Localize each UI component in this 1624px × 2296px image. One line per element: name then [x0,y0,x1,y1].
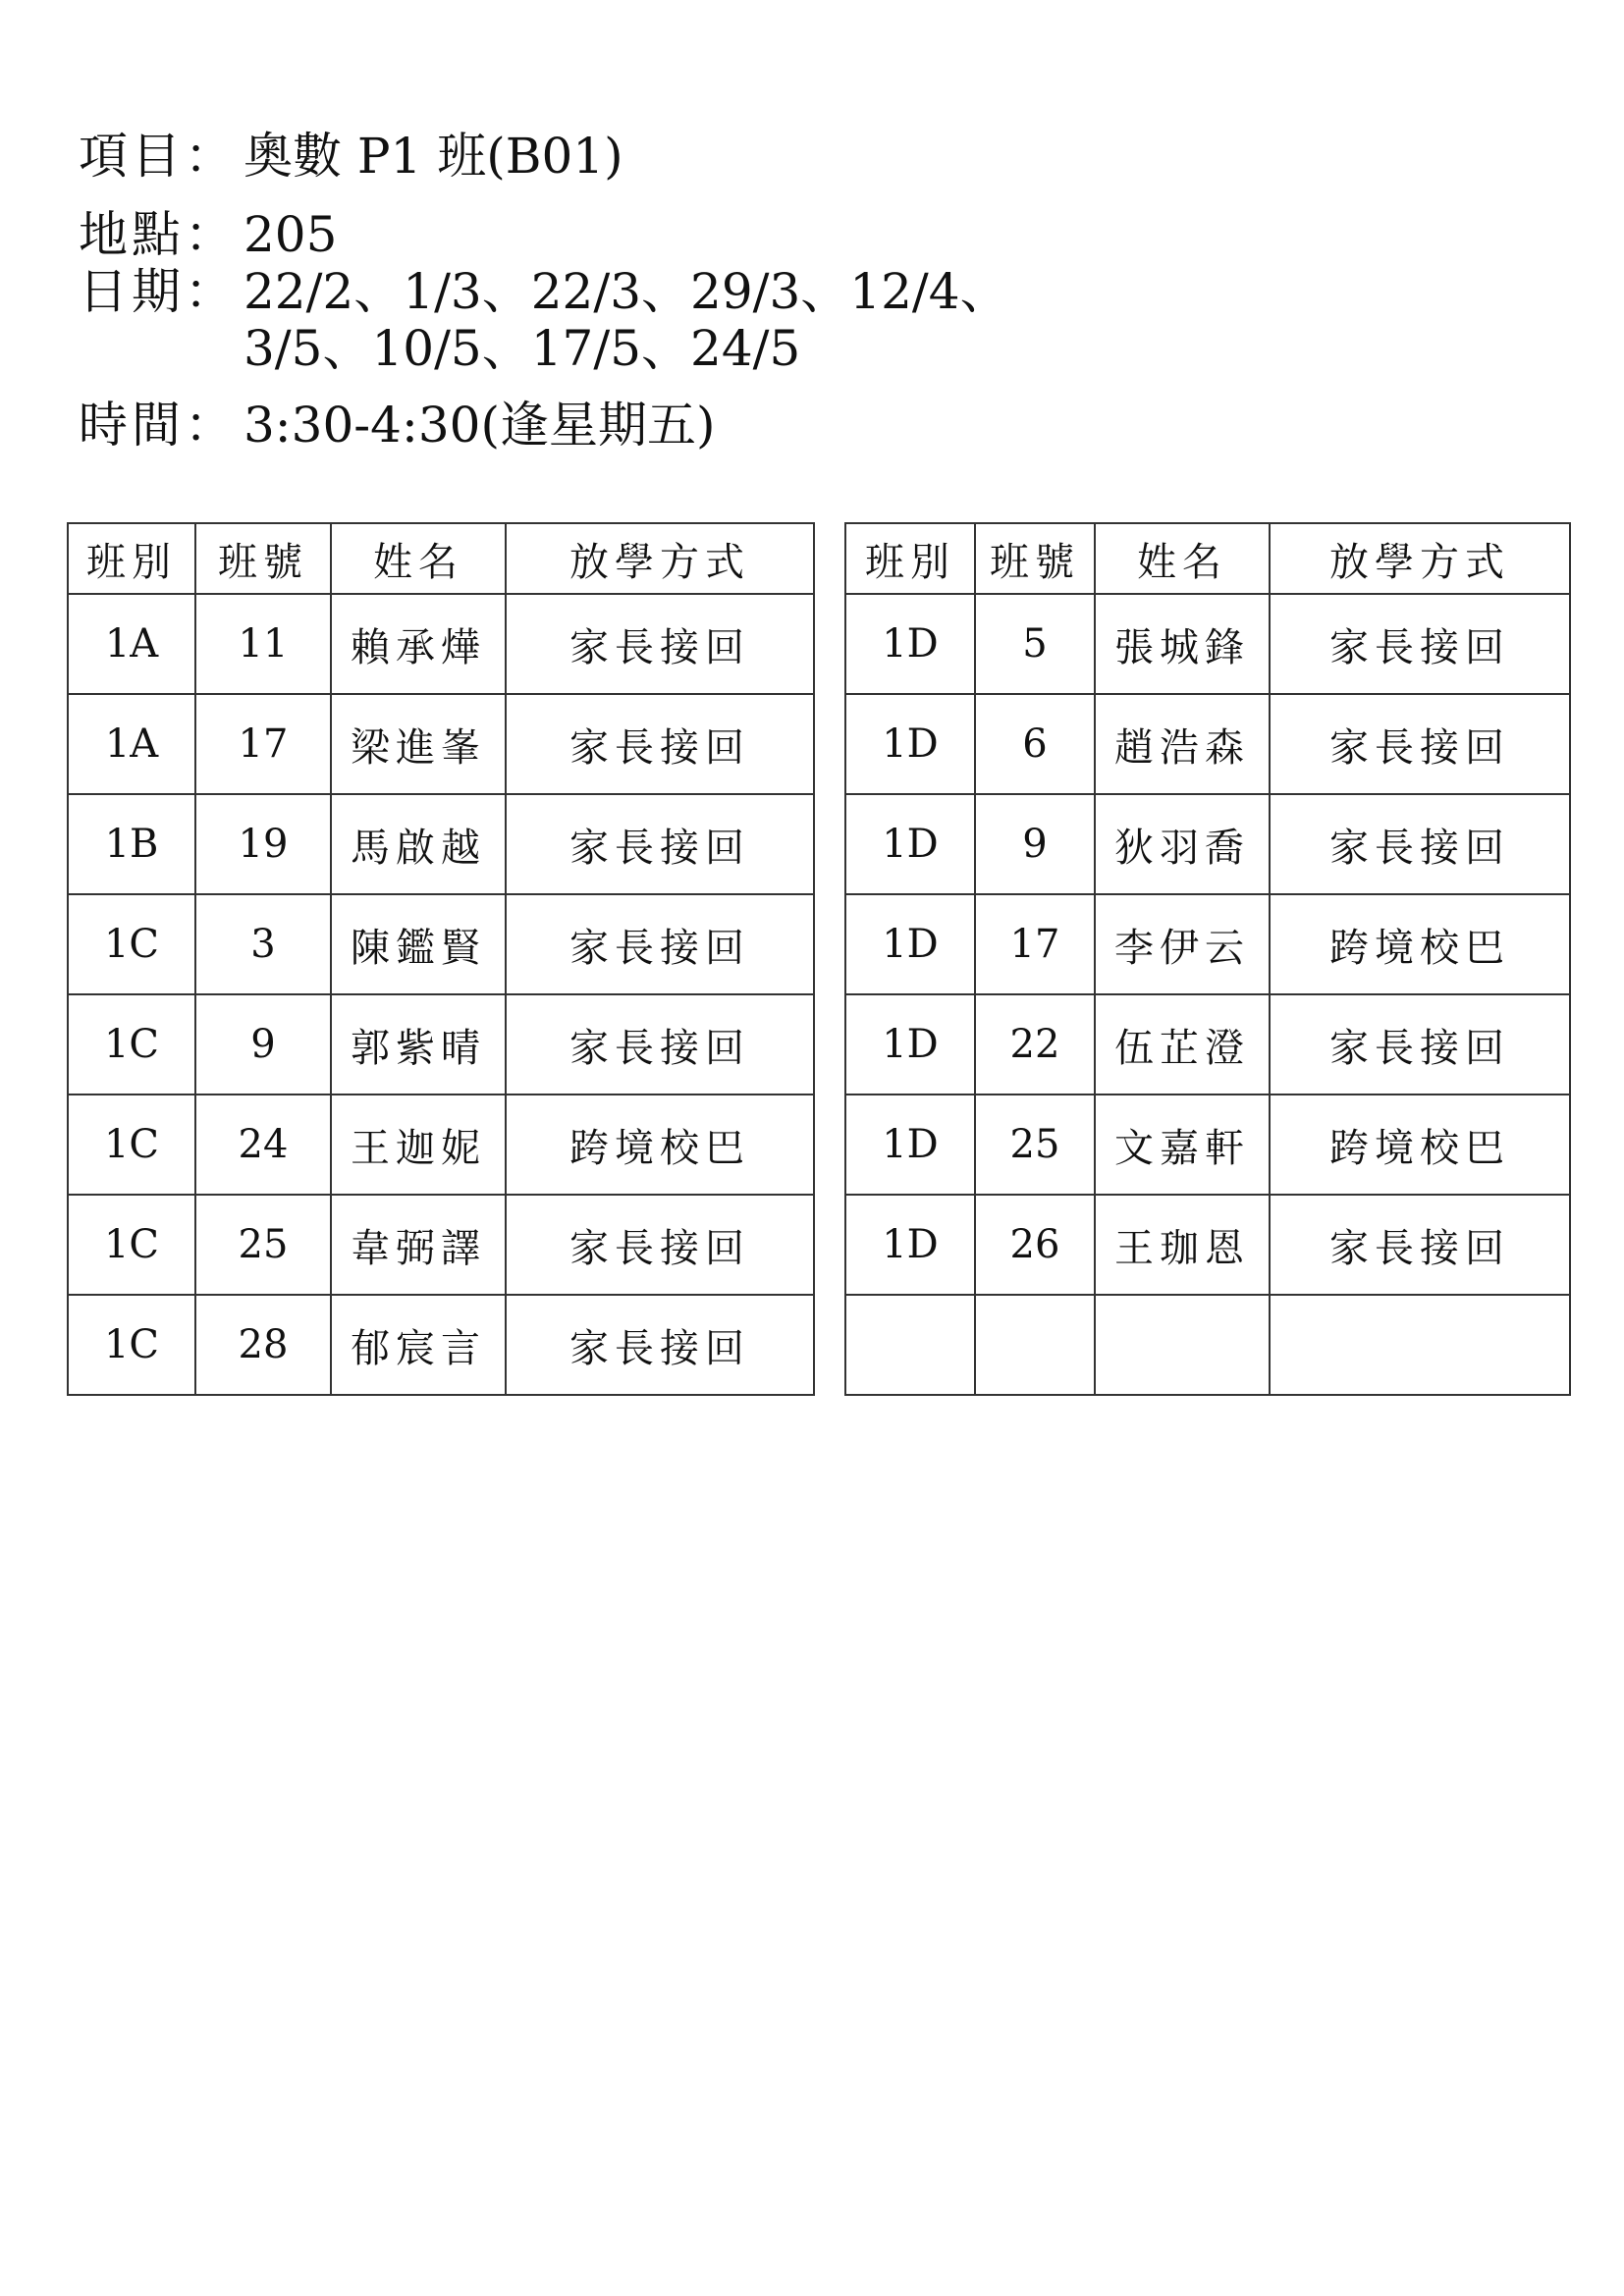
name-cell: 梁進峯 [331,694,506,794]
date-label: 日期： [79,263,238,320]
column-header-name: 姓名 [331,523,506,594]
location-label: 地點： [79,206,238,263]
number-cell: 17 [975,894,1095,994]
name-cell: 王迦妮 [331,1095,506,1195]
column-header-dismissal: 放學方式 [506,523,814,594]
column-header-class: 班別 [68,523,195,594]
number-cell: 25 [975,1095,1095,1195]
table-row [845,694,1570,794]
dismissal-cell: 家長接回 [506,1295,814,1395]
table-row [845,894,1570,994]
table-row [845,1095,1570,1195]
project-line [79,128,1009,185]
table-row [845,594,1570,694]
dismissal-cell: 跨境校巴 [506,1095,814,1195]
name-cell: 韋弼譯 [331,1195,506,1295]
name-cell: 伍芷澄 [1095,994,1270,1095]
dismissal-cell: 跨境校巴 [1270,894,1570,994]
column-header-number: 班號 [975,523,1095,594]
dismissal-cell: 家長接回 [506,594,814,694]
number-cell: 19 [195,794,331,894]
class-cell: 1B [68,794,195,894]
dismissal-cell: 家長接回 [1270,1195,1570,1295]
table-header-row [68,523,814,594]
number-cell [975,1295,1095,1395]
name-cell: 狄羽喬 [1095,794,1270,894]
number-cell: 6 [975,694,1095,794]
student-table-left [67,522,815,1396]
dismissal-cell: 家長接回 [1270,794,1570,894]
project-value: 奧數 P1 班(B01) [244,128,623,185]
dismissal-cell [1270,1295,1570,1395]
location-line [79,206,1009,263]
number-cell: 9 [195,994,331,1095]
table-row [68,694,814,794]
dismissal-cell: 家長接回 [1270,694,1570,794]
class-cell: 1D [845,594,975,694]
table-row [845,994,1570,1095]
number-cell: 24 [195,1095,331,1195]
class-cell: 1C [68,894,195,994]
number-cell: 11 [195,594,331,694]
class-cell: 1C [68,1195,195,1295]
dismissal-cell: 家長接回 [506,894,814,994]
table-row [68,1095,814,1195]
table-row [845,794,1570,894]
name-cell: 文嘉軒 [1095,1095,1270,1195]
name-cell: 張城鋒 [1095,594,1270,694]
table-row [68,794,814,894]
dismissal-cell: 家長接回 [506,1195,814,1295]
class-info-header [79,128,1009,454]
class-cell: 1D [845,794,975,894]
class-cell: 1C [68,994,195,1095]
dismissal-cell: 跨境校巴 [1270,1095,1570,1195]
table-row [68,994,814,1095]
column-header-number: 班號 [195,523,331,594]
dismissal-cell: 家長接回 [506,694,814,794]
name-cell: 陳鑑賢 [331,894,506,994]
date-value-line-2: 3/5、10/5、17/5、24/5 [244,320,801,377]
class-cell: 1D [845,1095,975,1195]
table-row [68,594,814,694]
column-header-class: 班別 [845,523,975,594]
table-row [68,894,814,994]
time-line [79,397,1009,454]
dismissal-cell: 家長接回 [1270,594,1570,694]
table-row-empty [845,1295,1570,1395]
dismissal-cell: 家長接回 [506,994,814,1095]
name-cell: 賴承燁 [331,594,506,694]
name-cell: 郭紫晴 [331,994,506,1095]
student-table-right [844,522,1571,1396]
dismissal-cell: 家長接回 [1270,994,1570,1095]
location-value: 205 [244,206,338,263]
class-cell: 1D [845,694,975,794]
name-cell: 王珈恩 [1095,1195,1270,1295]
number-cell: 28 [195,1295,331,1395]
number-cell: 9 [975,794,1095,894]
number-cell: 26 [975,1195,1095,1295]
class-cell: 1A [68,694,195,794]
number-cell: 22 [975,994,1095,1095]
number-cell: 3 [195,894,331,994]
table-row [845,1195,1570,1295]
class-cell: 1C [68,1095,195,1195]
name-cell: 馬啟越 [331,794,506,894]
date-line [79,263,1009,377]
class-cell: 1D [845,894,975,994]
date-value-line-1: 22/2、1/3、22/3、29/3、12/4、 [244,263,1009,320]
class-cell: 1D [845,1195,975,1295]
name-cell: 趙浩森 [1095,694,1270,794]
date-value [244,263,1009,377]
project-label: 項目： [79,128,238,185]
column-header-name: 姓名 [1095,523,1270,594]
number-cell: 17 [195,694,331,794]
table-header-row [845,523,1570,594]
class-cell: 1D [845,994,975,1095]
name-cell: 郁宸言 [331,1295,506,1395]
table-row [68,1295,814,1395]
name-cell [1095,1295,1270,1395]
number-cell: 25 [195,1195,331,1295]
time-value: 3:30-4:30(逢星期五) [244,397,716,454]
class-cell [845,1295,975,1395]
dismissal-cell: 家長接回 [506,794,814,894]
table-row [68,1195,814,1295]
name-cell: 李伊云 [1095,894,1270,994]
class-cell: 1A [68,594,195,694]
number-cell: 5 [975,594,1095,694]
time-label: 時間： [79,397,238,454]
column-header-dismissal: 放學方式 [1270,523,1570,594]
class-cell: 1C [68,1295,195,1395]
